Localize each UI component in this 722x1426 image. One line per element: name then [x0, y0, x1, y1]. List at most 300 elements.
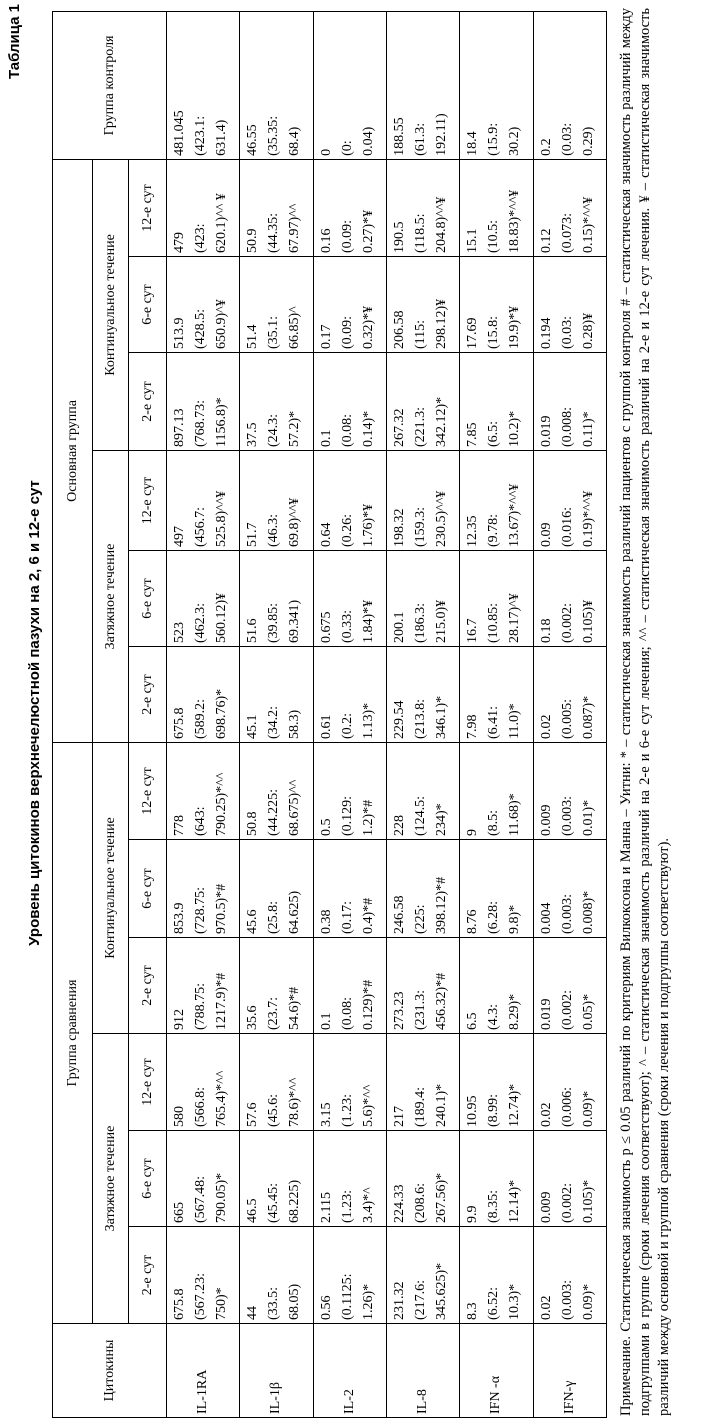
cell-line: 3.4)*^ [360, 1187, 376, 1223]
table-cell [386, 840, 459, 938]
cell-line: 57.6 [245, 1102, 261, 1127]
cell-line: 631.4) [214, 119, 229, 156]
cell-line: 46.5 [245, 1198, 261, 1223]
table-cell [386, 1034, 459, 1131]
table-cell [460, 647, 533, 743]
table-cell [313, 1034, 386, 1131]
table-row [240, 11, 313, 1417]
cell-line: 66.85)^ [287, 306, 303, 349]
table-cell [386, 11, 459, 159]
cell-line: 342.12)* [433, 396, 449, 447]
cytokine-name: IFN-γ [533, 1324, 606, 1418]
table-cell [386, 159, 459, 256]
cell-line: (567.23: [193, 1272, 208, 1320]
table-row [533, 11, 606, 1417]
cell-line: (23.7: [266, 996, 282, 1030]
table-cell [240, 551, 313, 647]
cell-line: 68.4) [287, 126, 303, 156]
cell-line: 0.61 [318, 714, 334, 739]
table-cell [533, 647, 606, 743]
cell-line: 0.2 [538, 138, 554, 156]
header-main-group: Основная группа [53, 159, 93, 742]
cell-line: (566.8: [193, 1086, 208, 1127]
cell-line: 970.5)*# [214, 883, 229, 934]
cell-line: 1.2)*# [360, 799, 376, 836]
cell-line: 6.5 [465, 1012, 481, 1030]
cell-line: 50.8 [245, 811, 261, 836]
cell-line: 345.625)* [433, 1262, 449, 1320]
cell-line: (0: [339, 140, 355, 156]
cytokine-name: IFN -α [460, 1324, 533, 1418]
cell-line: 650.9)^¥ [214, 299, 229, 349]
cell-line: 0.194 [538, 317, 554, 349]
cell-line: (35.1: [266, 315, 282, 349]
table-cell [533, 257, 606, 353]
cell-line: 229.54 [391, 700, 407, 739]
cell-line: 0.09)* [580, 1283, 596, 1320]
cell-line: 0.129)*# [360, 979, 376, 1030]
cell-line: 7.98 [465, 714, 481, 739]
cell-line: (0.08: [339, 413, 355, 447]
cell-line: 18.83)*^^¥ [507, 189, 523, 253]
table-cell [167, 743, 240, 840]
table-cell [386, 938, 459, 1034]
cell-line: 54.6)*# [287, 986, 303, 1030]
cell-line: (15.9: [486, 122, 502, 156]
cell-line: (39.85: [266, 602, 282, 643]
header-day: 2-е сут [129, 353, 167, 451]
cell-line: (10.85: [486, 602, 502, 643]
cell-line: (0.09: [339, 315, 355, 349]
cell-line: 67.97)^^ [287, 203, 303, 253]
cell-line: 58.3) [287, 709, 303, 739]
table-cell [240, 840, 313, 938]
cell-line: 10.2)* [507, 410, 523, 447]
header-continual: Континуальное течение [93, 159, 129, 450]
cell-line: (0.016: [559, 506, 575, 547]
cytokine-name: IL-8 [386, 1324, 459, 1418]
table-cell [533, 840, 606, 938]
cell-line: 11.68)* [507, 793, 523, 836]
table-cell [386, 743, 459, 840]
cell-line: (46.3: [266, 513, 282, 547]
cell-line: 0.38 [318, 909, 334, 934]
cell-line: 298.12)¥ [433, 298, 449, 349]
cell-line: (8.35: [486, 1189, 502, 1223]
cell-line: 0.04) [360, 126, 376, 156]
cell-line: (0.03: [559, 122, 575, 156]
header-day: 2-е сут [129, 1227, 167, 1324]
cell-line: 69.341) [287, 599, 303, 643]
cell-line: (728.75: [193, 886, 208, 934]
table-cell [167, 1131, 240, 1227]
table-row [313, 11, 386, 1417]
cell-line: 45.1 [245, 714, 261, 739]
cell-line: 68.225) [287, 1179, 303, 1223]
table-cell [167, 647, 240, 743]
cell-line: 0.02 [538, 714, 554, 739]
cell-line: (1.23: [339, 1093, 355, 1127]
table-cell [313, 840, 386, 938]
table-cell [533, 353, 606, 451]
cell-line: 853.9 [172, 902, 187, 934]
cell-line: 0.009 [538, 1191, 554, 1223]
cell-line: 246.58 [391, 895, 407, 934]
header-cytokines: Цитокины [53, 1324, 167, 1418]
cell-line: (208.6: [412, 1182, 428, 1223]
cell-line: (4.3: [486, 1003, 502, 1030]
cell-line: 7.85 [465, 422, 481, 447]
table-cell [533, 551, 606, 647]
cell-line: 523 [172, 622, 187, 643]
cell-line: 51.7 [245, 522, 261, 547]
cytokine-table [52, 11, 607, 1418]
cell-line: (44.225: [266, 788, 282, 836]
table-cell [386, 451, 459, 551]
table-cell [460, 938, 533, 1034]
cell-line: 1156.8)* [214, 397, 229, 447]
table-row [386, 11, 459, 1417]
cell-line: 46.55 [245, 124, 261, 156]
cell-line: 0.29) [580, 126, 596, 156]
cell-line: 398.12)*# [433, 876, 449, 934]
cell-line: 0.56 [318, 1295, 334, 1320]
table-cell [167, 159, 240, 256]
cell-line: 0.1 [318, 1012, 334, 1030]
cell-line: 0.019 [538, 415, 554, 447]
cell-line: (221.3: [412, 406, 428, 447]
cell-line: 230.5)^^¥ [433, 490, 449, 547]
table-cell [460, 1034, 533, 1131]
cell-line: 206.58 [391, 310, 407, 349]
cell-line: (10.5: [486, 219, 502, 253]
cell-line: 1.26)* [360, 1283, 376, 1320]
table-cell [240, 257, 313, 353]
cell-line: (9.78: [486, 513, 502, 547]
table-row [460, 11, 533, 1417]
cell-line: 1.84)*¥ [360, 599, 376, 643]
cell-line: (0.03: [559, 315, 575, 349]
cell-line: (423: [193, 223, 208, 253]
cell-line: 0.05)* [580, 993, 596, 1030]
cell-line: 0.008)* [580, 890, 596, 934]
cell-line: 0.11)* [580, 411, 596, 447]
cell-line: 37.5 [245, 422, 261, 447]
cell-line: (1.23: [339, 1189, 355, 1223]
table-cell [386, 353, 459, 451]
cell-line: (643: [193, 806, 208, 836]
header-day: 6-е сут [129, 840, 167, 938]
table-cell [313, 1227, 386, 1324]
cell-line: 12.35 [465, 515, 481, 547]
table-cell [533, 159, 606, 256]
table-cell [313, 159, 386, 256]
table-cell [313, 551, 386, 647]
cell-line: 217 [391, 1106, 407, 1127]
table-cell [240, 1131, 313, 1227]
cell-line: (567.48: [193, 1175, 208, 1223]
cell-line: 267.56)* [433, 1172, 449, 1223]
cell-line: (456.7: [193, 506, 208, 547]
cell-line: (0.008: [559, 406, 575, 447]
cell-line: 0.17 [318, 324, 334, 349]
table-cell [460, 1227, 533, 1324]
cell-line: 16.7 [465, 618, 481, 643]
cell-line: 8.76 [465, 909, 481, 934]
cell-line: (217.6: [412, 1279, 428, 1320]
table-cell [460, 451, 533, 551]
table-cell [240, 451, 313, 551]
cell-line: 228 [391, 815, 407, 836]
cell-line: (213.8: [412, 698, 428, 739]
table-cell [240, 11, 313, 159]
cell-line: (189.4: [412, 1086, 428, 1127]
table-cell [167, 938, 240, 1034]
table-cell [460, 353, 533, 451]
cell-line: 9.9 [465, 1205, 481, 1223]
table-cell [386, 647, 459, 743]
cell-line: 28.17)^¥ [507, 593, 523, 643]
table-cell [533, 938, 606, 1034]
table-cell [167, 1227, 240, 1324]
table-cell [167, 1034, 240, 1131]
cell-line: (33.5: [266, 1286, 282, 1320]
cell-line: 10.3)* [507, 1283, 523, 1320]
cell-line: 273.23 [391, 991, 407, 1030]
cell-line: (8.5: [486, 809, 502, 836]
cell-line: (124.5: [412, 795, 428, 836]
cell-line: 912 [172, 1009, 187, 1030]
table-cell [533, 743, 606, 840]
cell-line: 479 [172, 232, 187, 253]
table-cell [313, 353, 386, 451]
cell-line: (462.3: [193, 602, 208, 643]
cell-line: 8.3 [465, 1302, 481, 1320]
cytokine-name: IL-1β [240, 1324, 313, 1418]
table-cell [460, 840, 533, 938]
cell-line: 0 [318, 148, 334, 156]
table-cell [386, 1227, 459, 1324]
cell-line: 0.5 [318, 818, 334, 836]
header-day: 12-е сут [129, 743, 167, 840]
cell-line: 0.18 [538, 618, 554, 643]
cell-line: 215.0)¥ [433, 599, 449, 643]
cell-line: 0.675 [318, 611, 334, 643]
cell-line: (0.002: [559, 989, 575, 1030]
cell-line: 57.2)* [287, 410, 303, 447]
cell-line: 78.6)*^^ [287, 1077, 303, 1127]
header-prolonged: Затяжное течение [93, 1034, 129, 1324]
cell-line: 0.4)*# [360, 897, 376, 934]
header-day: 2-е сут [129, 938, 167, 1034]
cell-line: 1.13)* [360, 702, 376, 739]
header-day: 12-е сут [129, 451, 167, 551]
cell-line: 0.09)* [580, 1090, 596, 1127]
cell-line: (6.28: [486, 900, 502, 934]
cell-line: 0.009 [538, 804, 554, 836]
cell-line: (423.1: [193, 115, 208, 156]
cell-line: 188.55 [391, 117, 407, 156]
table-cell [533, 1227, 606, 1324]
cell-line: 0.12 [538, 228, 554, 253]
table-cell [313, 938, 386, 1034]
cell-line: 2.115 [318, 1192, 334, 1223]
table-cell [386, 257, 459, 353]
cell-line: (0.17: [339, 900, 355, 934]
table-note: Примечание. Статистическая значимость p ≤ 0.05 различий по критериям Вилкоксона и Манна – Уитни: * – статистическая значимость различий пациентов с группой контроля # – статистическая значимость различий между подгруппами в группе (сроки лечения соответствуют); ^ – статистическая значимость различий на 2-е и 6-е сут лечения; ^^ – статистическая значимость различий на 2-е и 12-е сут лечения. ¥ – статистическая значимость различий между основной и группой сравнения (сроки лечения и подгруппы соответствуют). [618, 8, 672, 1416]
cell-line: (6.52: [486, 1286, 502, 1320]
cell-line: (115: [412, 319, 428, 349]
table-cell [460, 159, 533, 256]
cell-line: 560.12)¥ [214, 592, 229, 643]
table-row [167, 11, 240, 1417]
table-cell [167, 11, 240, 159]
cell-line: 778 [172, 815, 187, 836]
cell-line: 204.8)^^¥ [433, 196, 449, 253]
cell-line: 0.19)*^^¥ [580, 490, 596, 547]
cell-line: 0.019 [538, 998, 554, 1030]
header-prolonged: Затяжное течение [93, 451, 129, 743]
cell-line: 69.8)^^¥ [287, 497, 303, 547]
table-cell [240, 647, 313, 743]
cell-line: 513.9 [172, 317, 187, 349]
table-cell [167, 257, 240, 353]
cell-line: 0.105)* [580, 1179, 596, 1223]
table-cell [313, 11, 386, 159]
cell-line: (768.73: [193, 399, 208, 447]
cell-line: (0.1125: [339, 1273, 355, 1320]
cell-line: 675.8 [172, 707, 187, 739]
cell-line: (0.002: [559, 1182, 575, 1223]
cell-line: 0.004 [538, 902, 554, 934]
header-continual: Континуальное течение [93, 743, 129, 1034]
cell-line: 12.14)* [507, 1179, 523, 1223]
cell-line: 0.16 [318, 228, 334, 253]
table-cell [167, 551, 240, 647]
table-cell [460, 1131, 533, 1227]
cell-line: 0.15)*^^¥ [580, 196, 596, 253]
table-cell [167, 451, 240, 551]
cell-line: 45.6 [245, 909, 261, 934]
cell-line: (0.129: [339, 795, 355, 836]
cell-line: 30.2) [507, 126, 523, 156]
cell-line: (15.8: [486, 315, 502, 349]
cell-line: 1.76)*¥ [360, 503, 376, 547]
cytokine-name: IL-2 [313, 1324, 386, 1418]
table-cell [240, 353, 313, 451]
cell-line: (44.35: [266, 212, 282, 253]
header-day: 12-е сут [129, 1034, 167, 1131]
cell-line: (0.002: [559, 602, 575, 643]
cell-line: (0.003: [559, 795, 575, 836]
cell-line: (0.073: [559, 212, 575, 253]
cell-line: (61.3: [412, 122, 428, 156]
cell-line: 68.05) [287, 1283, 303, 1320]
cell-line: (0.09: [339, 219, 355, 253]
table-cell [313, 451, 386, 551]
cell-line: 497 [172, 526, 187, 547]
cell-line: (0.006: [559, 1086, 575, 1127]
cell-line: 224.33 [391, 1184, 407, 1223]
cell-line: (35.35: [266, 115, 282, 156]
cell-line: 240.1)* [433, 1083, 449, 1127]
table-cell [313, 1131, 386, 1227]
cell-line: 620.1)^^ ¥ [214, 193, 229, 253]
table-label: Таблица 1 [6, 4, 23, 80]
cell-line: (186.3: [412, 602, 428, 643]
cell-line: (589.2: [193, 698, 208, 739]
cell-line: 231.32 [391, 1281, 407, 1320]
cell-line: (225: [412, 904, 428, 934]
cell-line: 346.1)* [433, 695, 449, 739]
cell-line: 456.32)*# [433, 972, 449, 1030]
cell-line: (0.26: [339, 513, 355, 547]
cell-line: 0.01)* [580, 799, 596, 836]
cell-line: (0.2: [339, 712, 355, 739]
table-cell [240, 938, 313, 1034]
cytokine-name: IL-1RA [167, 1324, 240, 1418]
table-cell [386, 1131, 459, 1227]
cell-line: 0.09 [538, 522, 554, 547]
cell-line: 0.14)* [360, 410, 376, 447]
cell-line: 18.4 [465, 131, 481, 156]
table-cell [313, 647, 386, 743]
cell-line: (0.33: [339, 609, 355, 643]
cell-line: (428.5: [193, 308, 208, 349]
cell-line: 10.95 [465, 1095, 481, 1127]
cell-line: 481.045 [172, 110, 187, 156]
cell-line: 192.11) [433, 113, 449, 156]
cell-line: (231.3: [412, 989, 428, 1030]
cell-line: (34.2: [266, 705, 282, 739]
table-cell [460, 743, 533, 840]
cell-line: (6.5: [486, 420, 502, 447]
table-cell [533, 451, 606, 551]
cell-line: 9.8)* [507, 904, 523, 934]
cell-line: (6.41: [486, 705, 502, 739]
table-cell [313, 743, 386, 840]
cell-line: 11.0)* [507, 703, 523, 739]
table-cell [167, 840, 240, 938]
cell-line: 200.1 [391, 611, 407, 643]
cell-line: 0.1 [318, 429, 334, 447]
cell-line: 15.1 [465, 228, 481, 253]
header-day: 2-е сут [129, 647, 167, 743]
table-cell [386, 551, 459, 647]
cell-line: (0.003: [559, 893, 575, 934]
cell-line: 0.02 [538, 1295, 554, 1320]
cell-line: 790.25)*^^ [214, 772, 229, 836]
cell-line: (0.003: [559, 1279, 575, 1320]
header-day: 6-е сут [129, 1131, 167, 1227]
table-cell [533, 1131, 606, 1227]
cell-line: 44 [245, 1306, 261, 1320]
cell-line: 234)* [433, 803, 449, 836]
cell-line: 698.76)* [214, 688, 229, 739]
cell-line: 12.74)* [507, 1083, 523, 1127]
cell-line: 19.9)*¥ [507, 305, 523, 349]
cell-line: 8.29)* [507, 993, 523, 1030]
cell-line: 765.4)*^^ [214, 1070, 229, 1127]
cell-line: (788.75: [193, 982, 208, 1030]
cell-line: 665 [172, 1202, 187, 1223]
table-cell [460, 551, 533, 647]
cell-line: 0.105)¥ [580, 599, 596, 643]
cell-line: 51.6 [245, 618, 261, 643]
header-day: 6-е сут [129, 551, 167, 647]
table-cell [460, 257, 533, 353]
cell-line: 5.6)*^^ [360, 1084, 376, 1127]
